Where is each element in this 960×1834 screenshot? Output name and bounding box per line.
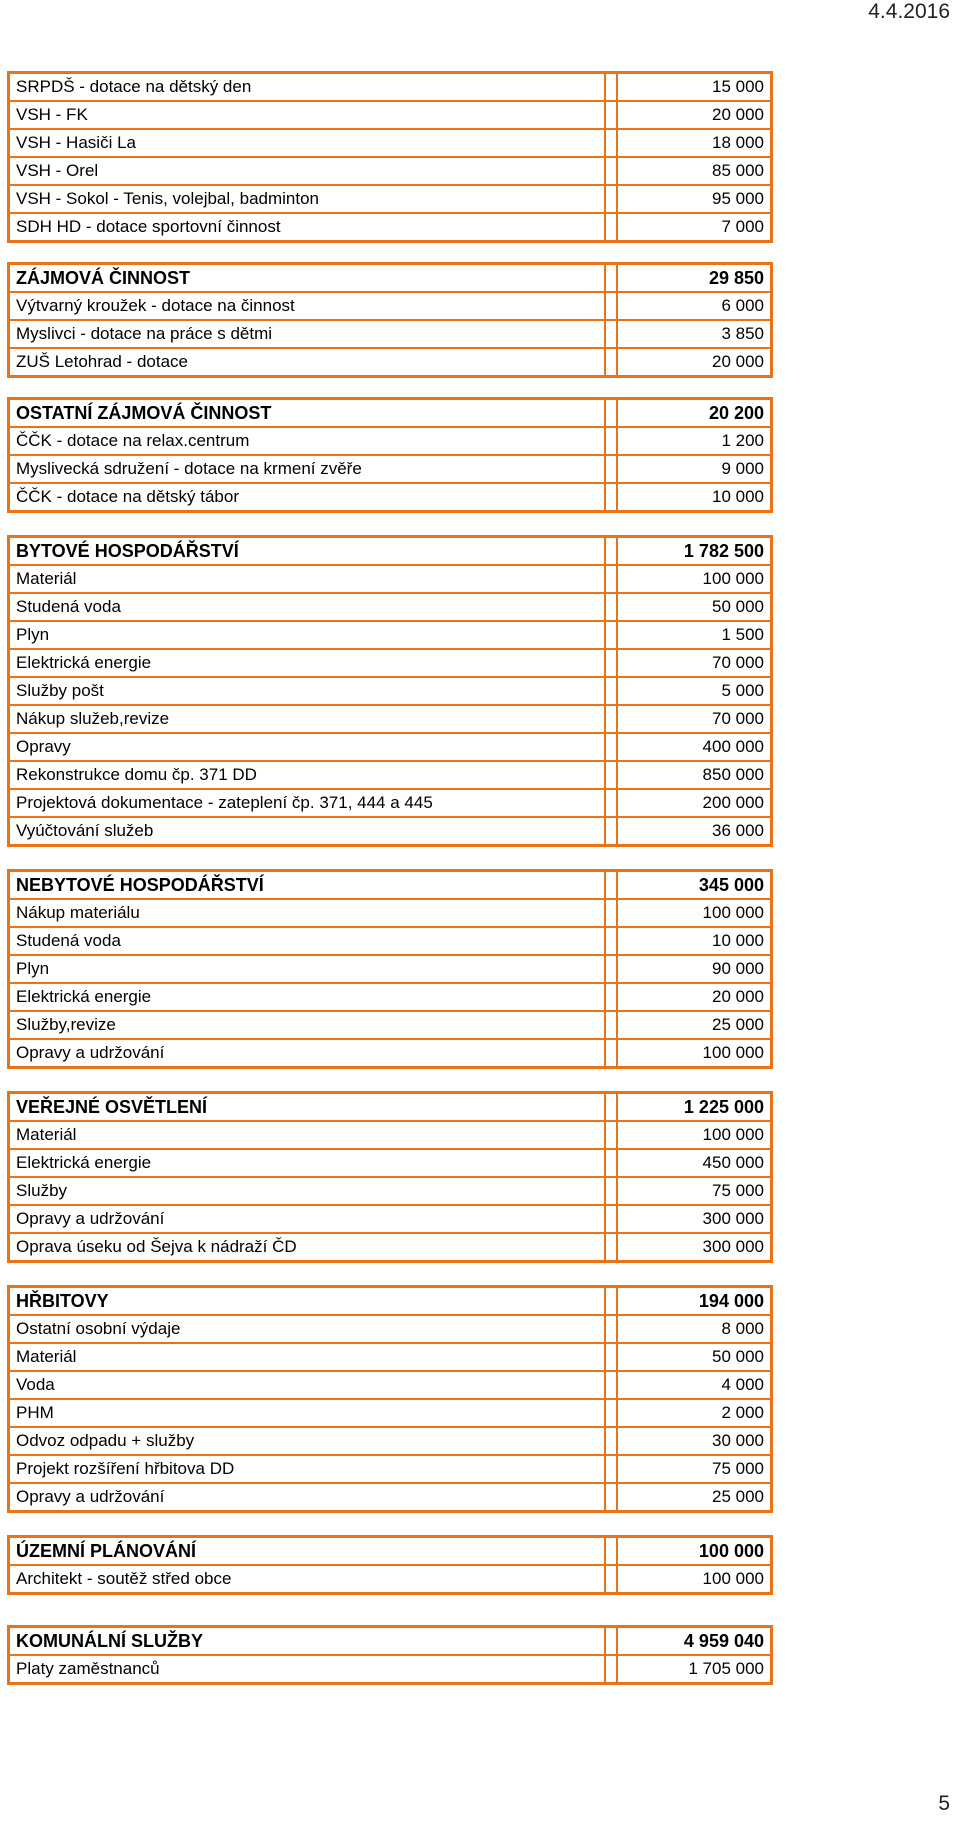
- item-label: Myslivci - dotace na práce s dětmi: [9, 320, 605, 348]
- cell-gap: [605, 817, 617, 846]
- budget-section-komunalni-sluzby: [7, 1625, 773, 1685]
- item-amount: 1 705 000: [617, 1655, 772, 1684]
- cell-gap: [605, 899, 617, 927]
- section-total: 100 000: [617, 1537, 772, 1566]
- section-total: 345 000: [617, 871, 772, 900]
- cell-gap: [605, 1205, 617, 1233]
- section-spacer: [7, 243, 770, 262]
- budget-section-zajmova-cinnost: [7, 262, 773, 378]
- table-row: [9, 1343, 772, 1371]
- cell-gap: [605, 1149, 617, 1177]
- table-row: [9, 157, 772, 185]
- item-amount: 100 000: [617, 899, 772, 927]
- section-total: 194 000: [617, 1287, 772, 1316]
- cell-gap: [605, 399, 617, 428]
- cell-gap: [605, 1427, 617, 1455]
- item-label: Voda: [9, 1371, 605, 1399]
- item-amount: 8 000: [617, 1315, 772, 1343]
- cell-gap: [605, 73, 617, 102]
- table-row: [9, 73, 772, 102]
- section-total: 1 782 500: [617, 537, 772, 566]
- table-row: [9, 1233, 772, 1262]
- section-title: ZÁJMOVÁ ČINNOST: [9, 264, 605, 293]
- item-amount: 20 000: [617, 348, 772, 377]
- budget-section-nebytove-hospodarstvi: [7, 869, 773, 1069]
- section-spacer: [7, 1263, 770, 1285]
- item-amount: 5 000: [617, 677, 772, 705]
- item-amount: 75 000: [617, 1455, 772, 1483]
- budget-section-sport: [7, 71, 773, 243]
- item-amount: 95 000: [617, 185, 772, 213]
- item-amount: 3 850: [617, 320, 772, 348]
- section-spacer: [7, 1513, 770, 1535]
- item-label: Projekt rozšíření hřbitova DD: [9, 1455, 605, 1483]
- table-row: [9, 733, 772, 761]
- cell-gap: [605, 1177, 617, 1205]
- item-label: Platy zaměstnanců: [9, 1655, 605, 1684]
- cell-gap: [605, 348, 617, 377]
- cell-gap: [605, 427, 617, 455]
- cell-gap: [605, 733, 617, 761]
- section-header-row: [9, 871, 772, 900]
- section-header-row: [9, 537, 772, 566]
- table-row: [9, 1455, 772, 1483]
- item-amount: 100 000: [617, 1039, 772, 1068]
- item-amount: 90 000: [617, 955, 772, 983]
- cell-gap: [605, 649, 617, 677]
- item-amount: 9 000: [617, 455, 772, 483]
- section-spacer: [7, 1595, 770, 1625]
- table-row: [9, 927, 772, 955]
- cell-gap: [605, 1399, 617, 1427]
- item-label: Studená voda: [9, 927, 605, 955]
- item-label: Studená voda: [9, 593, 605, 621]
- cell-gap: [605, 1093, 617, 1122]
- budget-section-bytove-hospodarstvi: [7, 535, 773, 847]
- cell-gap: [605, 320, 617, 348]
- item-amount: 300 000: [617, 1205, 772, 1233]
- item-label: ČČK - dotace na relax.centrum: [9, 427, 605, 455]
- table-row: [9, 649, 772, 677]
- item-amount: 1 200: [617, 427, 772, 455]
- item-amount: 100 000: [617, 1565, 772, 1594]
- cell-gap: [605, 871, 617, 900]
- table-row: [9, 593, 772, 621]
- table-row: [9, 1121, 772, 1149]
- section-header-row: [9, 1537, 772, 1566]
- document-date: 4.4.2016: [868, 0, 950, 23]
- item-amount: 10 000: [617, 483, 772, 512]
- item-amount: 1 500: [617, 621, 772, 649]
- item-amount: 850 000: [617, 761, 772, 789]
- item-label: Elektrická energie: [9, 1149, 605, 1177]
- item-amount: 6 000: [617, 292, 772, 320]
- section-header-row: [9, 1093, 772, 1122]
- cell-gap: [605, 593, 617, 621]
- table-row: [9, 427, 772, 455]
- cell-gap: [605, 1565, 617, 1594]
- item-label: Opravy a udržování: [9, 1205, 605, 1233]
- cell-gap: [605, 213, 617, 242]
- table-row: [9, 1483, 772, 1512]
- table-row: [9, 817, 772, 846]
- item-amount: 100 000: [617, 565, 772, 593]
- section-title: OSTATNÍ ZÁJMOVÁ ČINNOST: [9, 399, 605, 428]
- table-row: [9, 565, 772, 593]
- section-header-row: [9, 399, 772, 428]
- item-label: Oprava úseku od Šejva k nádraží ČD: [9, 1233, 605, 1262]
- item-label: Výtvarný kroužek - dotace na činnost: [9, 292, 605, 320]
- budget-section-verejne-osvetleni: [7, 1091, 773, 1263]
- table-row: [9, 1177, 772, 1205]
- item-label: Elektrická energie: [9, 649, 605, 677]
- item-amount: 18 000: [617, 129, 772, 157]
- table-row: [9, 129, 772, 157]
- budget-section-ostatni-zajmova-cinnost: [7, 397, 773, 513]
- item-label: Projektová dokumentace - zateplení čp. 371, 444 a 445: [9, 789, 605, 817]
- item-amount: 36 000: [617, 817, 772, 846]
- item-label: Nákup služeb,revize: [9, 705, 605, 733]
- item-amount: 10 000: [617, 927, 772, 955]
- cell-gap: [605, 1371, 617, 1399]
- item-label: Služby pošt: [9, 677, 605, 705]
- table-row: [9, 1655, 772, 1684]
- section-title: ÚZEMNÍ PLÁNOVÁNÍ: [9, 1537, 605, 1566]
- table-row: [9, 705, 772, 733]
- cell-gap: [605, 1011, 617, 1039]
- table-row: [9, 899, 772, 927]
- budget-section-hrbitovy: [7, 1285, 773, 1513]
- item-label: Architekt - soutěž střed obce: [9, 1565, 605, 1594]
- item-label: SRPDŠ - dotace na dětský den: [9, 73, 605, 102]
- table-row: [9, 1371, 772, 1399]
- section-total: 20 200: [617, 399, 772, 428]
- budget-tables: [7, 71, 770, 1685]
- item-label: PHM: [9, 1399, 605, 1427]
- item-amount: 450 000: [617, 1149, 772, 1177]
- table-row: [9, 983, 772, 1011]
- item-label: Myslivecká sdružení - dotace na krmení zvěře: [9, 455, 605, 483]
- item-amount: 25 000: [617, 1011, 772, 1039]
- item-amount: 25 000: [617, 1483, 772, 1512]
- item-amount: 50 000: [617, 593, 772, 621]
- cell-gap: [605, 157, 617, 185]
- section-header-row: [9, 264, 772, 293]
- section-header-row: [9, 1287, 772, 1316]
- item-label: Plyn: [9, 955, 605, 983]
- table-row: [9, 1427, 772, 1455]
- item-label: Odvoz odpadu + služby: [9, 1427, 605, 1455]
- section-title: KOMUNÁLNÍ SLUŽBY: [9, 1627, 605, 1656]
- table-row: [9, 101, 772, 129]
- item-amount: 15 000: [617, 73, 772, 102]
- item-label: Služby,revize: [9, 1011, 605, 1039]
- cell-gap: [605, 264, 617, 293]
- item-label: Vyúčtování služeb: [9, 817, 605, 846]
- item-amount: 2 000: [617, 1399, 772, 1427]
- cell-gap: [605, 483, 617, 512]
- cell-gap: [605, 129, 617, 157]
- item-amount: 100 000: [617, 1121, 772, 1149]
- item-label: Materiál: [9, 1343, 605, 1371]
- table-row: [9, 455, 772, 483]
- section-spacer: [7, 513, 770, 535]
- item-amount: 400 000: [617, 733, 772, 761]
- cell-gap: [605, 1537, 617, 1566]
- cell-gap: [605, 1483, 617, 1512]
- cell-gap: [605, 789, 617, 817]
- section-title: VEŘEJNÉ OSVĚTLENÍ: [9, 1093, 605, 1122]
- item-label: VSH - Sokol - Tenis, volejbal, badminton: [9, 185, 605, 213]
- table-row: [9, 213, 772, 242]
- page-number: 5: [938, 1792, 950, 1815]
- cell-gap: [605, 292, 617, 320]
- table-row: [9, 1039, 772, 1068]
- cell-gap: [605, 1455, 617, 1483]
- item-amount: 20 000: [617, 983, 772, 1011]
- cell-gap: [605, 1315, 617, 1343]
- item-label: Opravy: [9, 733, 605, 761]
- item-label: Opravy a udržování: [9, 1039, 605, 1068]
- budget-section-uzemni-planovani: [7, 1535, 773, 1595]
- cell-gap: [605, 677, 617, 705]
- cell-gap: [605, 621, 617, 649]
- cell-gap: [605, 927, 617, 955]
- cell-gap: [605, 185, 617, 213]
- table-row: [9, 761, 772, 789]
- cell-gap: [605, 1233, 617, 1262]
- section-spacer: [7, 847, 770, 869]
- cell-gap: [605, 983, 617, 1011]
- table-row: [9, 789, 772, 817]
- table-row: [9, 320, 772, 348]
- item-label: ZUŠ Letohrad - dotace: [9, 348, 605, 377]
- table-row: [9, 1565, 772, 1594]
- cell-gap: [605, 1655, 617, 1684]
- item-amount: 70 000: [617, 649, 772, 677]
- section-title: HŘBITOVY: [9, 1287, 605, 1316]
- cell-gap: [605, 1627, 617, 1656]
- cell-gap: [605, 1121, 617, 1149]
- section-spacer: [7, 1069, 770, 1091]
- section-spacer: [7, 378, 770, 397]
- item-label: VSH - FK: [9, 101, 605, 129]
- item-amount: 300 000: [617, 1233, 772, 1262]
- item-label: Elektrická energie: [9, 983, 605, 1011]
- table-row: [9, 1399, 772, 1427]
- item-label: Materiál: [9, 1121, 605, 1149]
- cell-gap: [605, 1039, 617, 1068]
- cell-gap: [605, 537, 617, 566]
- item-amount: 70 000: [617, 705, 772, 733]
- item-amount: 200 000: [617, 789, 772, 817]
- section-total: 29 850: [617, 264, 772, 293]
- item-label: Opravy a udržování: [9, 1483, 605, 1512]
- table-row: [9, 955, 772, 983]
- item-amount: 30 000: [617, 1427, 772, 1455]
- table-row: [9, 677, 772, 705]
- table-row: [9, 483, 772, 512]
- item-amount: 7 000: [617, 213, 772, 242]
- cell-gap: [605, 565, 617, 593]
- cell-gap: [605, 955, 617, 983]
- cell-gap: [605, 1343, 617, 1371]
- cell-gap: [605, 705, 617, 733]
- section-title: BYTOVÉ HOSPODÁŘSTVÍ: [9, 537, 605, 566]
- item-label: SDH HD - dotace sportovní činnost: [9, 213, 605, 242]
- table-row: [9, 1011, 772, 1039]
- item-amount: 50 000: [617, 1343, 772, 1371]
- table-row: [9, 185, 772, 213]
- item-label: Ostatní osobní výdaje: [9, 1315, 605, 1343]
- item-label: VSH - Hasiči La: [9, 129, 605, 157]
- item-label: VSH - Orel: [9, 157, 605, 185]
- cell-gap: [605, 761, 617, 789]
- table-row: [9, 292, 772, 320]
- item-amount: 75 000: [617, 1177, 772, 1205]
- cell-gap: [605, 1287, 617, 1316]
- item-amount: 85 000: [617, 157, 772, 185]
- item-amount: 4 000: [617, 1371, 772, 1399]
- table-row: [9, 621, 772, 649]
- section-title: NEBYTOVÉ HOSPODÁŘSTVÍ: [9, 871, 605, 900]
- item-label: Služby: [9, 1177, 605, 1205]
- table-row: [9, 1315, 772, 1343]
- section-total: 1 225 000: [617, 1093, 772, 1122]
- table-row: [9, 348, 772, 377]
- item-amount: 20 000: [617, 101, 772, 129]
- cell-gap: [605, 101, 617, 129]
- item-label: Nákup materiálu: [9, 899, 605, 927]
- item-label: Plyn: [9, 621, 605, 649]
- section-total: 4 959 040: [617, 1627, 772, 1656]
- item-label: Rekonstrukce domu čp. 371 DD: [9, 761, 605, 789]
- cell-gap: [605, 455, 617, 483]
- item-label: Materiál: [9, 565, 605, 593]
- table-row: [9, 1149, 772, 1177]
- item-label: ČČK - dotace na dětský tábor: [9, 483, 605, 512]
- table-row: [9, 1205, 772, 1233]
- section-header-row: [9, 1627, 772, 1656]
